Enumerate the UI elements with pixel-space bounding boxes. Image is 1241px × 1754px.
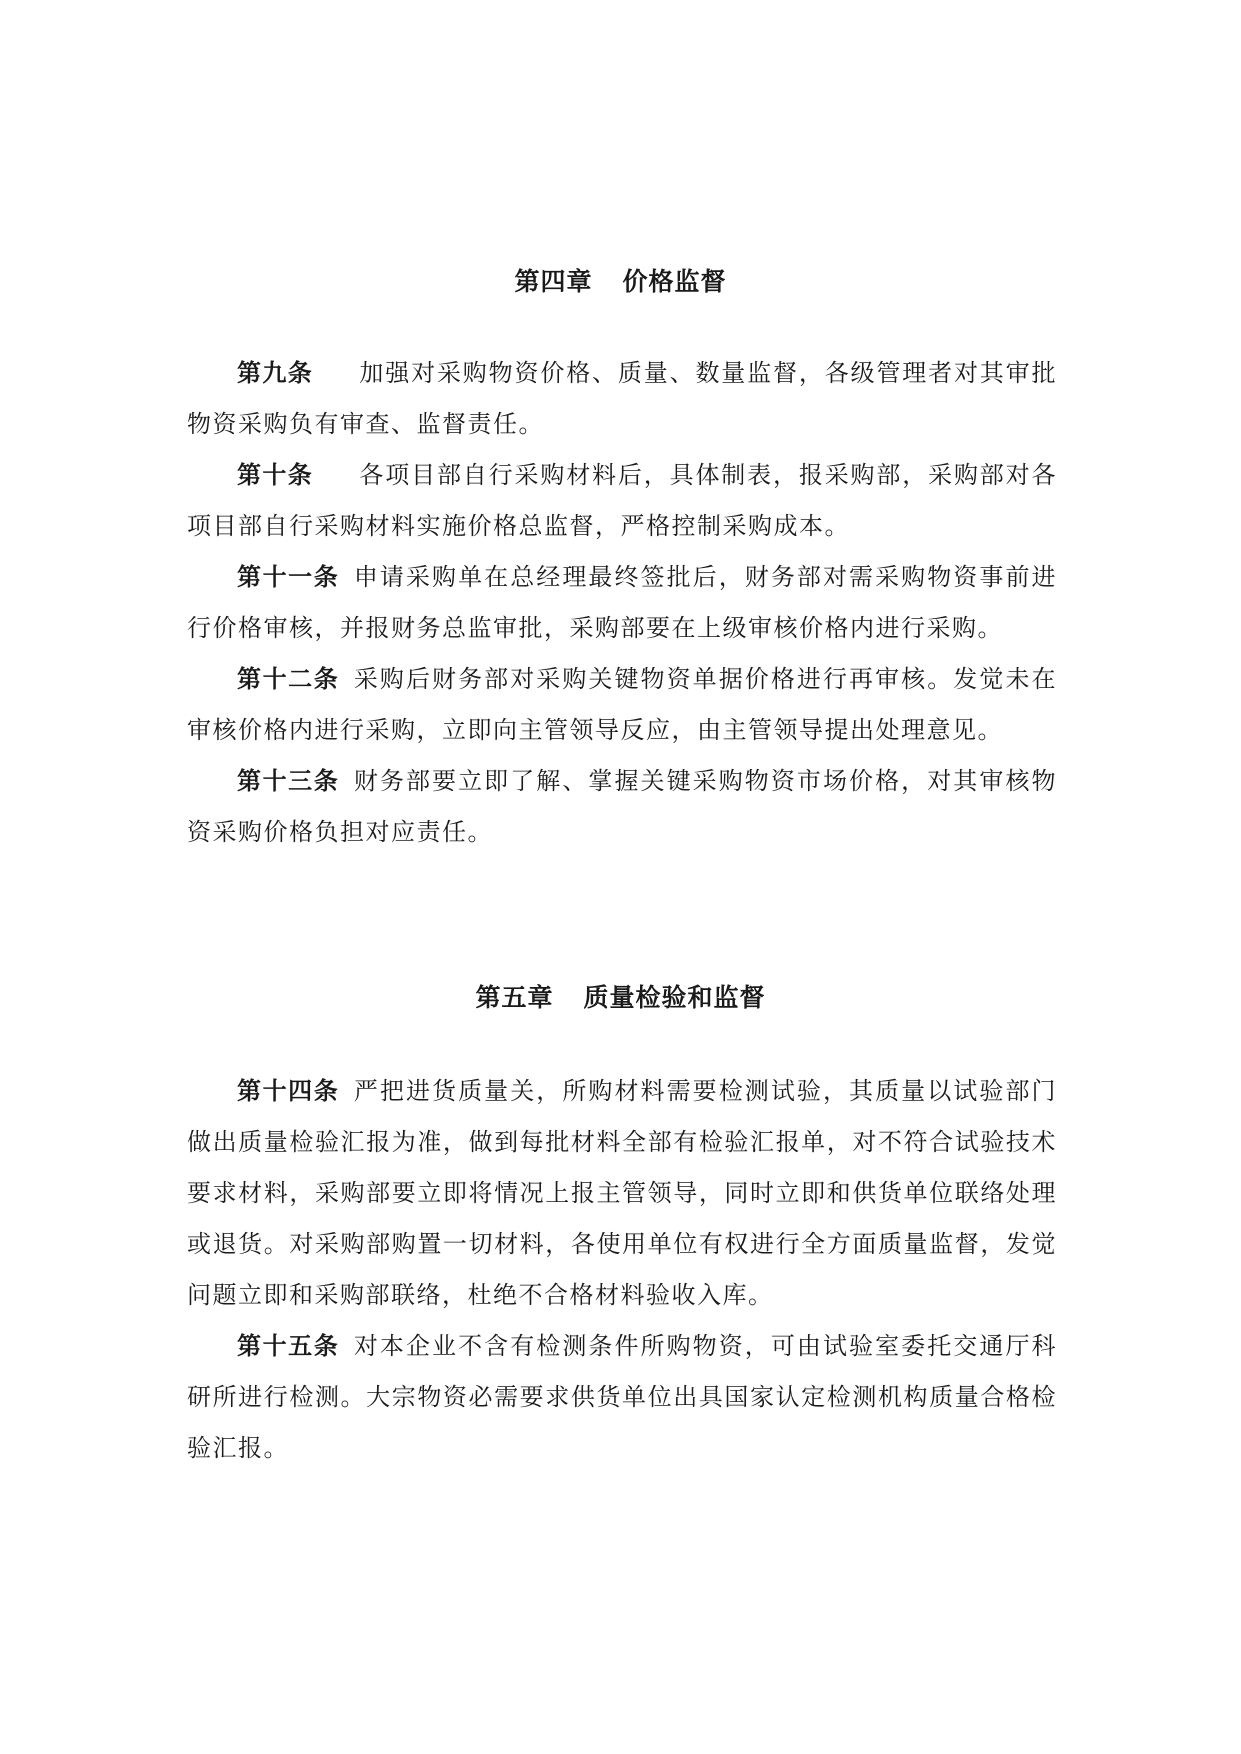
article-13 [187, 755, 1057, 858]
article-13-text: 财务部要立即了解、掌握关键采购物资市场价格，对其审核物资采购价格负担对应责任。 [187, 767, 1058, 846]
article-12-label: 第十二条 [237, 664, 340, 693]
chapter-4-heading [0, 262, 1241, 298]
article-10-text: 各项目部自行采购材料后，具体制表，报采购部，采购部对各项目部自行采购材料实施价格总监督，严格控制采购成本。 [187, 461, 1058, 540]
article-15 [187, 1320, 1057, 1474]
chapter-4-number: 第四章 [514, 267, 593, 296]
article-12 [187, 653, 1057, 756]
chapter-5-title: 质量检验和监督 [583, 983, 766, 1012]
article-9-text: 加强对采购物资价格、质量、数量监督，各级管理者对其审批物资采购负有审查、监督责任。 [187, 359, 1058, 438]
article-11 [187, 551, 1057, 654]
article-12-text: 采购后财务部对采购关键物资单据价格进行再审核。发觉未在审核价格内进行采购，立即向主管领导反应，由主管领导提出处理意见。 [187, 665, 1058, 744]
article-11-text: 申请采购单在总经理最终签批后，财务部对需采购物资事前进行价格审核，并报财务总监审批，采购部要在上级审核价格内进行采购。 [187, 563, 1058, 642]
article-14-label: 第十四条 [237, 1076, 340, 1105]
chapter-5-heading [0, 978, 1241, 1014]
article-15-text: 对本企业不含有检测条件所购物资，可由试验室委托交通厅科研所进行检测。大宗物资必需要求供货单位出具国家认定检测机构质量合格检验汇报。 [187, 1332, 1058, 1462]
article-15-label: 第十五条 [237, 1331, 340, 1360]
article-14 [187, 1065, 1057, 1321]
chapter-4-title: 价格监督 [622, 267, 727, 296]
article-10 [187, 449, 1057, 552]
article-10-label: 第十条 [237, 460, 314, 489]
article-14-text: 严把进货质量关，所购材料需要检测试验，其质量以试验部门做出质量检验汇报为准，做到每批材料全部有检验汇报单，对不符合试验技术要求材料，采购部要立即将情况上报主管领导，同时立即和供货单位联络处理或退货。对采购部购置一切材料，各使用单位有权进行全方面质量监督，发觉问题立即和采购部联络，杜绝不合格材料验收入库。 [187, 1077, 1058, 1309]
article-9-label: 第九条 [237, 358, 314, 387]
article-11-label: 第十一条 [237, 562, 340, 591]
article-9 [187, 347, 1057, 450]
article-13-label: 第十三条 [237, 766, 340, 795]
chapter-5-number: 第五章 [475, 983, 554, 1012]
